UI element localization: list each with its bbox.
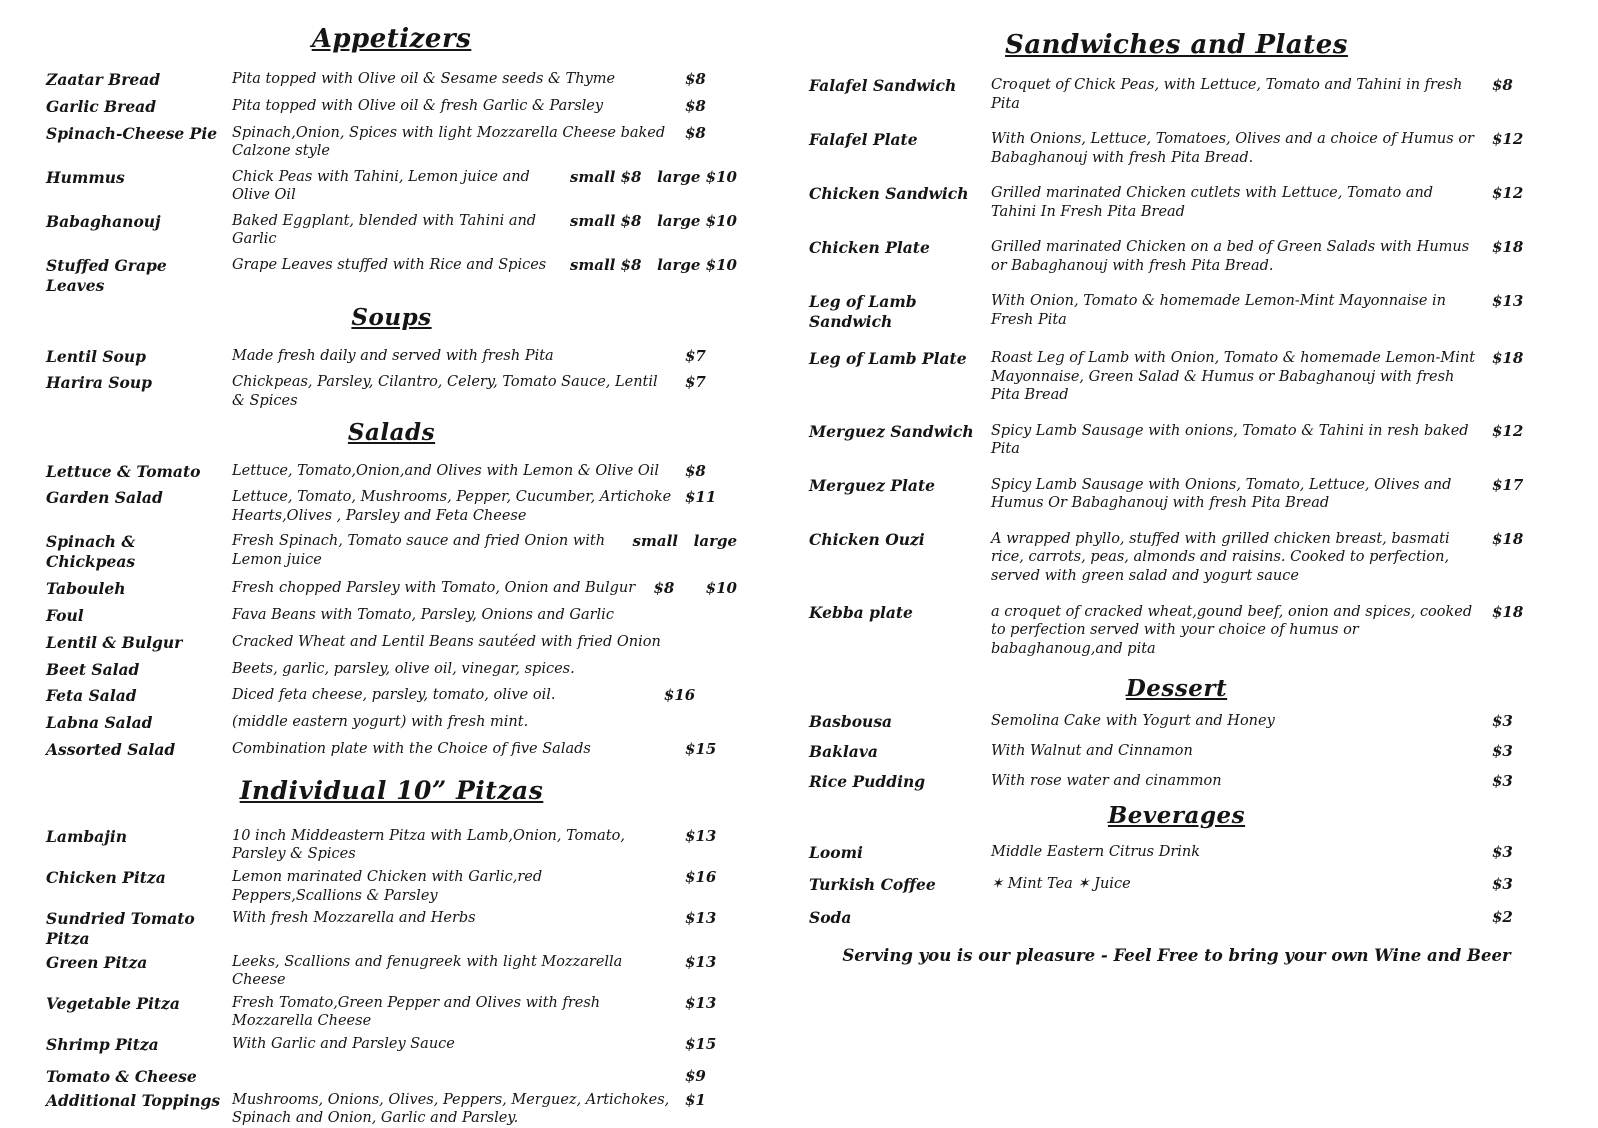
menu-item <box>46 633 737 653</box>
item-desc: Grilled marinated Chicken cutlets with Lettuce, Tomato and Tahini In Fresh Pita Bread <box>991 185 1434 220</box>
item-name: Zaatar Bread <box>46 70 161 89</box>
section-title: Soups <box>351 303 432 331</box>
item-name: Chicken Sandwich <box>809 184 969 204</box>
item-price: $12 <box>1492 130 1524 149</box>
item-price: $7 <box>685 373 706 392</box>
item-name: Spinach & Chickpeas <box>46 532 136 572</box>
menu-column-right <box>775 0 1598 966</box>
item-name: Soda <box>809 908 852 928</box>
item-name: Falafel Sandwich <box>809 76 957 95</box>
item-name: Foul <box>46 605 84 625</box>
menu-section <box>46 304 737 411</box>
menu-section <box>809 802 1544 928</box>
menu-column-left <box>0 0 775 1127</box>
menu-item <box>809 712 1544 732</box>
item-price: $13 <box>685 952 717 971</box>
item-desc: Fresh Tomato,Green Pepper and Olives with fresh Mozzarella Cheese <box>232 994 601 1030</box>
section-title: Sandwiches and Plates <box>1005 30 1348 60</box>
section-title: Salads <box>347 418 436 446</box>
item-name: Babaghanouj <box>46 211 161 231</box>
menu-item <box>46 373 737 410</box>
item-desc: Semolina Cake with Yogurt and Honey <box>991 713 1275 730</box>
item-desc: Spicy Lamb Sausage with onions, Tomato & Tahini in resh baked Pita <box>991 422 1469 458</box>
item-name: Garden Salad <box>46 488 163 508</box>
item-name: Lentil & Bulgur <box>46 632 183 652</box>
item-name: Falafel Plate <box>809 130 918 150</box>
item-desc: Middle Eastern Citrus Drink <box>991 843 1201 860</box>
item-name: Labna Salad <box>46 713 153 733</box>
item-name: Tomato & Cheese <box>46 1066 197 1086</box>
item-price: $3 <box>1492 771 1513 790</box>
item-price: $17 <box>1492 475 1524 494</box>
item-desc: Lettuce, Tomato, Mushrooms, Pepper, Cucumber, Artichoke Hearts,Olives , Parsley and Feta Cheese <box>232 489 672 524</box>
menu-item <box>46 70 737 90</box>
menu-item <box>809 476 1544 513</box>
item-price: $16 <box>663 686 737 705</box>
item-name: Beet Salad <box>46 659 140 679</box>
item-price: $15 <box>685 1034 717 1053</box>
item-price: $13 <box>685 826 717 845</box>
item-price: small large <box>632 532 737 551</box>
item-name: Feta Salad <box>46 686 137 706</box>
item-name: Assorted Salad <box>46 740 176 760</box>
menu-item <box>46 97 737 117</box>
item-name: Spinach-Cheese Pie <box>46 123 218 143</box>
item-name: Lettuce & Tomato <box>46 461 201 481</box>
menu-item <box>809 349 1544 405</box>
item-desc: Fava Beans with Tomato, Parsley, Onions and Garlic <box>232 606 614 623</box>
section-items <box>46 827 737 1128</box>
menu-item <box>46 1091 737 1128</box>
item-desc: Chick Peas with Tahini, Lemon juice and Olive Oil <box>232 168 530 204</box>
menu-item <box>46 1035 737 1055</box>
item-name: Rice Pudding <box>809 771 926 791</box>
section-items <box>809 843 1544 928</box>
menu-item <box>46 686 737 706</box>
item-name: Harira Soup <box>46 373 152 393</box>
item-name: Baklava <box>809 741 878 761</box>
item-price: $13 <box>685 909 717 928</box>
item-desc: With Onion, Tomato & homemade Lemon-Mint Mayonnaise in Fresh Pita <box>991 293 1446 328</box>
menu-item <box>46 488 737 525</box>
item-price: $18 <box>1492 349 1524 368</box>
item-name: Hummus <box>46 167 125 187</box>
menu-item <box>46 1067 737 1087</box>
item-price: $18 <box>1492 238 1524 257</box>
menu-item <box>46 212 737 249</box>
item-name: Sundried Tomato Pitza <box>46 909 195 948</box>
item-name: Kebba plate <box>809 602 913 622</box>
section-items <box>46 462 737 760</box>
item-name: Chicken Pitza <box>46 867 166 887</box>
item-price: $1 <box>685 1090 706 1109</box>
item-name: Basbousa <box>809 712 893 732</box>
item-desc: Croquet of Chick Peas, with Lettuce, Tomato and Tahini in fresh Pita <box>991 77 1463 112</box>
item-desc: a croquet of cracked wheat,gound beef, onion and spices, cooked to perfection served with your choice of humus or babaghanoug,and pita <box>991 603 1473 657</box>
item-price: $18 <box>1492 602 1524 621</box>
item-price: $7 <box>685 346 706 365</box>
menu-item <box>46 953 737 990</box>
item-name: Green Pitza <box>46 952 148 972</box>
item-desc: Spicy Lamb Sausage with Onions, Tomato, Lettuce, Olives and Humus Or Babaghanouj with fresh Pita Bread <box>991 476 1452 512</box>
item-desc: Grilled marinated Chicken on a bed of Green Salads with Humus or Babaghanouj with fresh Pita Bread. <box>991 239 1470 274</box>
menu-item <box>46 256 737 296</box>
menu-section <box>46 24 737 296</box>
item-price: $8 <box>685 123 706 142</box>
item-price: $8 <box>685 70 706 88</box>
menu-item <box>46 347 737 367</box>
item-price: $9 <box>685 1066 706 1085</box>
item-desc: Roast Leg of Lamb with Onion, Tomato & homemade Lemon-Mint Mayonnaise, Green Salad & Humus or Babaghanouj with fresh Pita Bread <box>991 350 1476 404</box>
menu-item <box>46 532 737 572</box>
menu-item <box>809 422 1544 459</box>
item-desc: Leeks, Scallions and fenugreek with light Mozzarella Cheese <box>232 953 623 989</box>
item-desc: With Onions, Lettuce, Tomatoes, Olives and a choice of Humus or Babaghanouj with fresh Pita Bread. <box>991 131 1474 166</box>
item-price: small $8 large $10 <box>569 167 737 186</box>
item-name: Chicken Plate <box>809 238 930 258</box>
item-desc: (middle eastern yogurt) with fresh mint. <box>232 714 529 731</box>
item-desc: Pita topped with Olive oil & fresh Garlic & Parsley <box>232 97 604 114</box>
menu-item <box>46 740 737 760</box>
item-name: Garlic Bread <box>46 96 157 116</box>
item-price: $18 <box>1492 529 1524 548</box>
item-desc: Baked Eggplant, blended with Tahini and Garlic <box>232 212 537 248</box>
menu-item <box>46 868 737 905</box>
item-desc: Diced feta cheese, parsley, tomato, olive oil. <box>232 687 556 704</box>
item-desc: ✶ Mint Tea ✶ Juice <box>991 876 1131 893</box>
item-name: Turkish Coffee <box>809 875 936 895</box>
item-desc: Combination plate with the Choice of five Salads <box>232 741 591 758</box>
menu-item <box>46 579 737 599</box>
menu-item <box>809 76 1544 113</box>
menu-item <box>46 713 737 733</box>
item-desc: Beets, garlic, parsley, olive oil, vinegar, spices. <box>232 660 575 677</box>
item-desc: Spinach,Onion, Spices with light Mozzarella Cheese baked Calzone style <box>232 124 666 160</box>
item-desc: With rose water and cinammon <box>991 772 1222 789</box>
item-desc: 10 inch Middeastern Pitza with Lamb,Onion, Tomato, Parsley & Spices <box>232 827 625 863</box>
menu-section <box>46 776 737 1128</box>
item-price: $3 <box>1492 842 1513 861</box>
item-price: $2 <box>1492 908 1513 927</box>
item-desc: Fresh Spinach, Tomato sauce and fried Onion with Lemon juice <box>232 533 606 568</box>
item-name: Tabouleh <box>46 579 126 599</box>
menu-item <box>46 168 737 205</box>
item-name: Vegetable Pitza <box>46 993 180 1013</box>
menu-item <box>809 772 1544 792</box>
item-desc: Chickpeas, Parsley, Cilantro, Celery, Tomato Sauce, Lentil & Spices <box>232 374 658 409</box>
item-desc: Fresh chopped Parsley with Tomato, Onion and Bulgur <box>232 580 636 597</box>
item-desc: Grape Leaves stuffed with Rice and Spices <box>232 256 547 273</box>
item-desc: A wrapped phyllo, stuffed with grilled chicken breast, basmati rice, carrots, peas, almonds and raisins. Cooked to perfection, served with green salad and yogurt sauce <box>991 530 1450 584</box>
item-name: Shrimp Pitza <box>46 1034 159 1054</box>
item-price: small $8 large $10 <box>569 255 737 274</box>
menu-section <box>46 419 737 760</box>
section-title: Dessert <box>1125 675 1228 703</box>
item-name: Merguez Plate <box>809 475 935 495</box>
menu-item <box>809 875 1544 895</box>
item-price: $12 <box>1492 421 1524 440</box>
item-desc: Cracked Wheat and Lentil Beans sautéed with fried Onion <box>232 633 661 650</box>
item-name: Merguez Sandwich <box>809 421 974 441</box>
section-items <box>46 70 737 296</box>
menu-item <box>809 238 1544 275</box>
menu-item <box>46 909 737 949</box>
menu-item <box>809 530 1544 586</box>
menu-item <box>809 908 1544 928</box>
menu-footer: Serving you is our pleasure - Feel Free to bring your own Wine and Beer <box>842 946 1511 966</box>
menu-item <box>809 130 1544 167</box>
item-name: Leg of Lamb Plate <box>809 349 967 369</box>
menu-item <box>46 994 737 1031</box>
menu-item <box>809 292 1544 332</box>
item-price: small $8 large $10 <box>569 211 737 230</box>
menu-item <box>809 603 1544 659</box>
section-title: Individual 10” Pitzas <box>239 775 544 805</box>
item-name: Loomi <box>809 842 863 862</box>
item-price: $15 <box>685 740 717 759</box>
item-name: Chicken Ouzi <box>809 529 925 549</box>
menu-item <box>809 843 1544 863</box>
item-price: $12 <box>1492 184 1524 203</box>
item-name: Lentil Soup <box>46 346 147 366</box>
item-price: $8 <box>685 461 706 480</box>
section-items <box>809 712 1544 791</box>
item-price: $3 <box>1492 875 1513 894</box>
item-price: $8 <box>685 96 706 115</box>
menu-item <box>46 660 737 680</box>
item-desc: Lettuce, Tomato,Onion,and Olives with Lemon & Olive Oil <box>232 462 660 479</box>
item-name: Leg of Lamb Sandwich <box>809 292 917 332</box>
item-desc: Mushrooms, Onions, Olives, Peppers, Merguez, Artichokes, Spinach and Onion, Garlic and Parsley. <box>232 1091 670 1127</box>
item-desc: With Garlic and Parsley Sauce <box>232 1035 455 1052</box>
item-price: $8 $10 <box>653 579 737 598</box>
item-price: $3 <box>1492 712 1513 731</box>
menu-item <box>46 606 737 626</box>
item-price: $3 <box>1492 741 1513 760</box>
item-price: $16 <box>685 867 717 886</box>
item-desc: With Walnut and Cinnamon <box>991 742 1193 759</box>
item-desc: Lemon marinated Chicken with Garlic,red Peppers,Scallions & Parsley <box>232 868 543 904</box>
menu-item <box>809 184 1544 221</box>
item-name: Stuffed Grape Leaves <box>46 255 167 295</box>
item-price: $11 <box>685 488 717 507</box>
section-title: Appetizers <box>311 24 472 54</box>
item-desc: Pita topped with Olive oil & Sesame seeds & Thyme <box>232 71 616 87</box>
section-items <box>46 347 737 411</box>
menu-item <box>46 827 737 864</box>
item-name: Lambajin <box>46 826 127 846</box>
section-title: Beverages <box>1107 801 1246 829</box>
menu-item <box>46 124 737 161</box>
section-items <box>809 76 1544 658</box>
menu-section <box>809 30 1544 658</box>
menu-item <box>46 462 737 482</box>
item-desc: With fresh Mozzarella and Herbs <box>232 910 476 927</box>
menu-section <box>809 675 1544 791</box>
menu-item <box>809 742 1544 762</box>
item-name: Additional Toppings <box>46 1090 221 1110</box>
item-price: $13 <box>1492 292 1524 311</box>
item-desc: Made fresh daily and served with fresh Pita <box>232 347 554 364</box>
item-price: $13 <box>685 993 717 1012</box>
item-price: $8 <box>1492 76 1513 94</box>
